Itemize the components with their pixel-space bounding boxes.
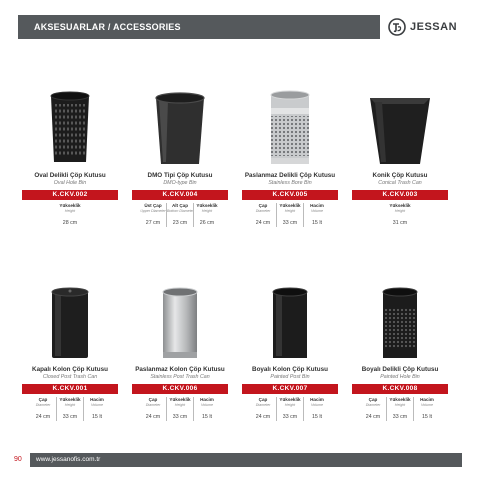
spec-sublabel: Height [64,209,76,213]
spec-sublabel: Volume [310,403,324,407]
product-image [128,272,232,364]
product-name: Paslanmaz Delikli Çöp Kutusu [244,172,336,179]
spec-group [348,203,452,227]
spec-group [348,397,452,421]
spec-volume [413,397,440,421]
spec-diameter [140,397,166,421]
spec-label: Hacim [310,203,324,208]
spec-height [276,397,303,421]
product-name-en: Painted Post Bin [270,374,310,380]
spec-volume [303,203,330,227]
product-image [128,78,232,170]
spec-label: Yükseklik [59,397,81,402]
product-card [128,272,232,421]
logo-text: JESSAN [410,21,458,33]
spec-sublabel: Diameter [365,403,381,407]
spec-sublabel: Diameter [255,403,271,407]
spec-group [18,397,122,421]
spec-value: 33 cm [282,414,298,420]
product-image [348,272,452,364]
spec-group [18,203,122,227]
spec-sublabel: Diameter [145,403,161,407]
spec-value: 33 cm [392,414,408,420]
spec-height [386,397,413,421]
spec-label: Çap [258,397,268,402]
product-name: Boyalı Delikli Çöp Kutusu [361,366,439,373]
product-name: Konik Çöp Kutusu [372,172,428,179]
spec-value: 28 cm [62,220,78,226]
spec-sublabel: Height [201,209,213,213]
product-name-en: Oval Hole Bin [53,180,87,186]
product-name: Boyalı Kolon Çöp Kutusu [252,366,328,373]
brand-logo [380,15,462,39]
spec-sublabel: Height [174,403,186,407]
spec-value: 31 cm [392,220,408,226]
spec-sublabel: Volume [310,209,324,213]
spec-label: Yükseklik [196,203,218,208]
product-name: DMO Tipi Çöp Kutusu [147,172,213,179]
spec-group [238,203,342,227]
product-code: K.CKV.005 [242,190,338,200]
spec-value: 24 cm [145,414,161,420]
spec-sublabel: Height [64,403,76,407]
spec-label: Üst Çap [144,203,162,208]
spec-value: 15 lt [311,414,322,420]
spec-height [57,203,83,227]
logo-mark-icon [388,18,406,36]
spec-value: 15 lt [311,220,322,226]
product-name-en: Conical Trash Can [378,180,422,186]
spec-sublabel: Volume [90,403,104,407]
spec-height [276,203,303,227]
spec-label: Yükseklik [389,203,411,208]
product-name: Paslanmaz Kolon Çöp Kutusu [135,366,225,373]
website-link[interactable]: www.jessanofis.com.tr [36,456,101,463]
product-image [238,272,342,364]
spec-value: 23 cm [172,220,188,226]
spec-volume [303,397,330,421]
spec-diameter [30,397,56,421]
spec-value: 15 lt [91,414,102,420]
spec-label: Yükseklik [279,203,301,208]
spec-height [56,397,83,421]
spec-sublabel: Bottom Diameter [167,209,194,213]
spec-diameter [360,397,386,421]
product-name-en: Closed Post Trash Can [42,374,98,380]
product-name: Oval Delikli Çöp Kutusu [34,172,106,179]
product-card [18,78,122,227]
product-image [238,78,342,170]
spec-sublabel: Volume [200,403,214,407]
spec-value: 24 cm [255,220,271,226]
product-name-en: DMO-type Bin [163,180,197,186]
page-header [18,15,462,39]
spec-volume [193,397,220,421]
product-code: K.CKV.004 [132,190,228,200]
spec-label: Çap [368,397,378,402]
spec-label: Hacim [310,397,324,402]
product-code: K.CKV.002 [22,190,118,200]
product-card [18,272,122,421]
spec-sublabel: Height [394,209,406,213]
spec-volume [83,397,110,421]
spec-value: 33 cm [62,414,78,420]
spec-value: 24 cm [255,414,271,420]
spec-bottom-diameter [166,203,193,227]
page-number: 90 [14,456,22,463]
spec-label: Hacim [90,397,104,402]
spec-label: Yükseklik [169,397,191,402]
spec-value: 26 cm [199,220,215,226]
spec-height [193,203,220,227]
product-name-en: Stainless Post Trash Can [150,374,210,380]
product-card [128,78,232,227]
spec-sublabel: Height [284,403,296,407]
spec-label: Yükseklik [389,397,411,402]
spec-sublabel: Height [394,403,406,407]
spec-value: 15 lt [421,414,432,420]
spec-diameter [250,203,276,227]
spec-sublabel: Height [284,209,296,213]
spec-sublabel: Volume [420,403,434,407]
spec-label: Hacim [200,397,214,402]
spec-group [128,203,232,227]
product-code: K.CKV.007 [242,384,338,394]
spec-group [128,397,232,421]
product-code: K.CKV.003 [352,190,448,200]
spec-height [166,397,193,421]
spec-upper-diameter [140,203,166,227]
spec-value: 24 cm [35,414,51,420]
product-image [348,78,452,170]
spec-diameter [250,397,276,421]
product-code: K.CKV.008 [352,384,448,394]
product-card [348,78,452,227]
spec-label: Yükseklik [279,397,301,402]
product-card [238,78,342,227]
product-card [348,272,452,421]
product-image [18,78,122,170]
product-name-en: Painted Hole Bin [380,374,420,380]
footer-bar [30,453,462,467]
spec-label: Çap [38,397,48,402]
product-image [18,272,122,364]
product-name-en: Stainless Bore Bin [268,180,312,186]
spec-value: 24 cm [365,414,381,420]
product-name: Kapalı Kolon Çöp Kutusu [32,366,108,373]
product-card [238,272,342,421]
spec-label: Hacim [420,397,434,402]
spec-sublabel: Upper Diameter [140,209,166,213]
spec-group [238,397,342,421]
spec-value: 33 cm [282,220,298,226]
spec-height [387,203,413,227]
spec-label: Alt Çap [171,203,189,208]
spec-label: Çap [148,397,158,402]
spec-value: 27 cm [145,220,161,226]
spec-sublabel: Diameter [255,209,271,213]
section-title: AKSESUARLAR / ACCESSORIES [34,22,181,32]
page-footer [0,453,480,467]
spec-label: Çap [258,203,268,208]
spec-label: Yükseklik [59,203,81,208]
product-code: K.CKV.001 [22,384,118,394]
product-code: K.CKV.006 [132,384,228,394]
spec-sublabel: Diameter [35,403,51,407]
spec-value: 33 cm [172,414,188,420]
spec-value: 15 lt [201,414,212,420]
